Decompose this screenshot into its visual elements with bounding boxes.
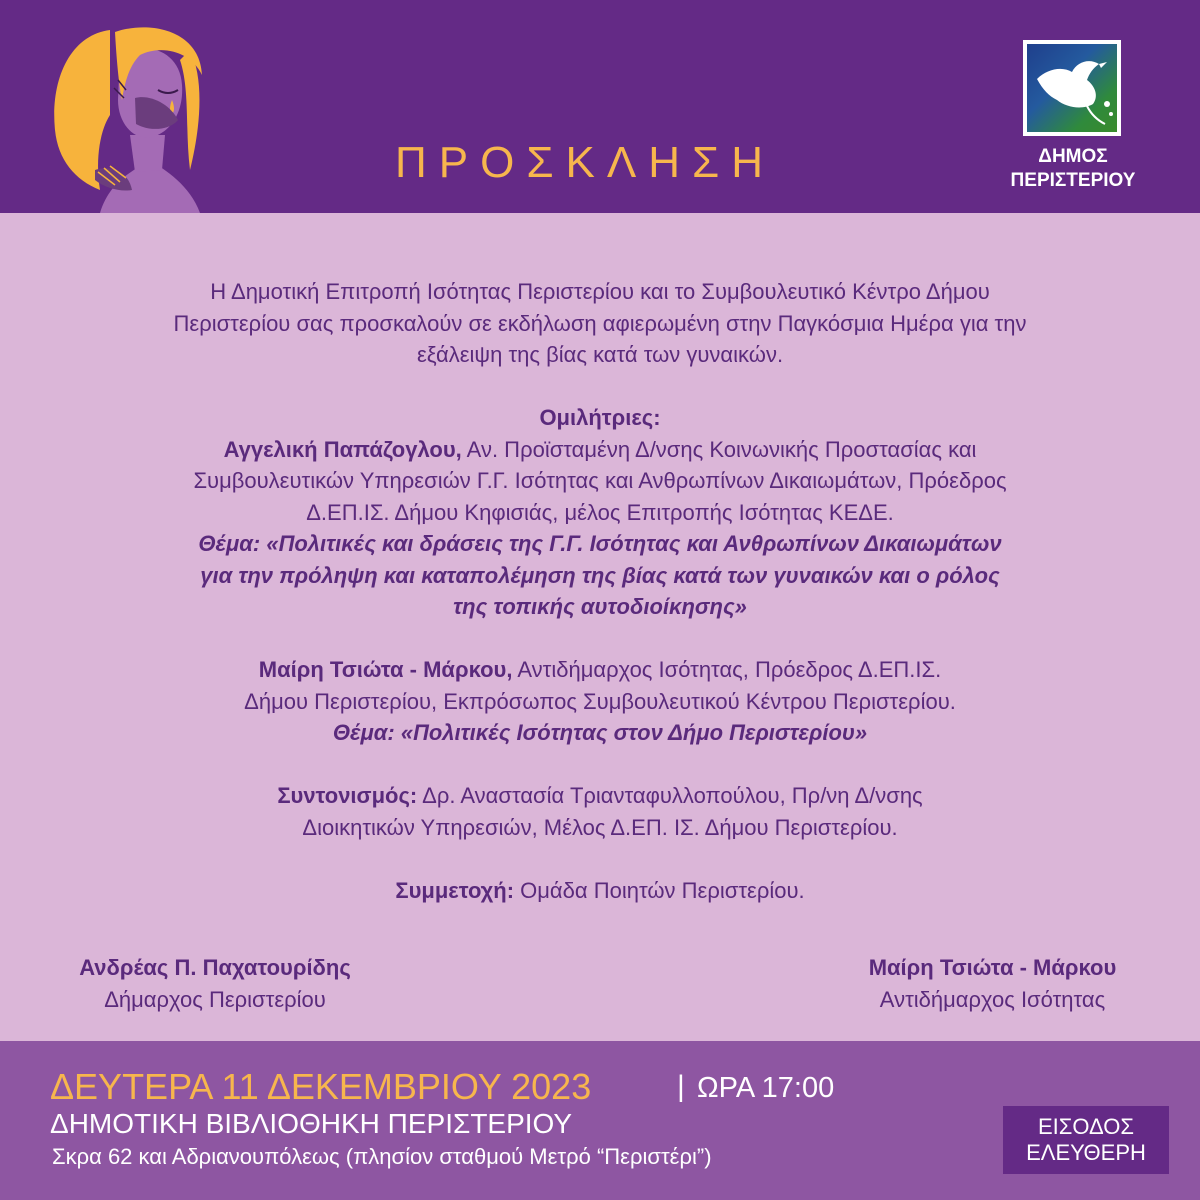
event-address: Σκρα 62 και Αδριανουπόλεως (πλησίον σταθμού Μετρό “Περιστέρι”) — [52, 1144, 712, 1169]
participation-line — [60, 875, 1140, 907]
municipality-name — [980, 145, 1166, 193]
speaker2-name: Μαίρη Τσιώτα - Μάρκου, — [258, 657, 513, 682]
signature-right-name: Μαίρη Τσιώτα - Μάρκου — [868, 955, 1117, 980]
speaker1-topic-line2: για την πρόληψη και καταπολέμηση της βίας κατά των γυναικών και ο ρόλος — [200, 562, 1000, 588]
speaker2-desc-line2: Δήμου Περιστερίου, Εκπρόσωπος Συμβουλευτικού Κέντρου Περιστερίου. — [244, 688, 956, 714]
speaker1-desc-line2: Συμβουλευτικών Υπηρεσιών Γ.Γ. Ισότητας και Ανθρωπίνων Δικαιωμάτων, Πρόεδρος — [193, 468, 1007, 493]
speaker2-desc-text: Αντιδήμαρχος Ισότητας, Πρόεδρος Δ.ΕΠ.ΙΣ. — [512, 657, 942, 682]
participation-label: Συμμετοχή: — [395, 877, 515, 903]
page-title: ΠΡΟΣΚΛΗΣΗ — [395, 138, 776, 187]
signature-right — [825, 952, 1160, 1016]
intro-line: Η Δημοτική Επιτροπή Ισότητας Περιστερίου και το Συμβουλευτικό Κέντρο Δήμου — [210, 279, 990, 304]
crying-woman-illustration — [40, 20, 230, 213]
speaker2-desc-line1 — [60, 654, 1140, 686]
coordination-label: Συντονισμός: — [277, 783, 418, 808]
event-venue: ΔΗΜΟΤΙΚΗ ΒΙΒΛΙΟΘΗΚΗ ΠΕΡΙΣΤΕΡΙΟΥ — [50, 1108, 573, 1139]
logo-text-line2: ΠΕΡΙΣΤΕΡΙΟΥ — [1010, 170, 1136, 191]
free-entry-badge — [1003, 1106, 1169, 1174]
logo-text-line1: ΔΗΜΟΣ — [1038, 146, 1108, 167]
event-date: ΔΕΥΤΕΡΑ 11 ΔΕΚΕΜΒΡΙΟΥ 2023 — [50, 1066, 592, 1107]
intro-line: Περιστερίου σας προσκαλούν σε εκδήλωση αφιερωμένη στην Παγκόσμια Ημέρα για την — [173, 310, 1027, 336]
entry-line2: ΕΛΕΥΘΕΡΗ — [1026, 1140, 1146, 1165]
speaker1-desc-line1 — [60, 434, 1140, 466]
speaker1-topic-line1: Θέμα: «Πολιτικές και δράσεις της Γ.Γ. Ισότητας και Ανθρωπίνων Δικαιωμάτων — [198, 531, 1002, 556]
participation-text: Ομάδα Ποιητών Περιστερίου. — [514, 877, 805, 903]
speakers-heading: Ομιλήτριες: — [539, 405, 661, 430]
intro-line: εξάλειψη της βίας κατά των γυναικών. — [416, 342, 784, 367]
coordination-text: Δρ. Αναστασία Τριανταφυλλοπούλου, Πρ/νη Δ/νσης — [417, 783, 923, 808]
signature-right-title: Αντιδήμαρχος Ισότητας — [879, 987, 1106, 1012]
speaker1-name: Αγγελική Παπάζογλου, — [223, 436, 462, 462]
speaker1-topic-line3: της τοπικής αυτοδιοίκησης» — [453, 594, 747, 619]
event-time: ΩΡΑ 17:00 — [697, 1072, 835, 1104]
coordination-line1 — [60, 780, 1140, 812]
speaker2-topic: Θέμα: «Πολιτικές Ισότητας στον Δήμο Περιστερίου» — [332, 720, 868, 745]
invitation-body — [60, 276, 1140, 906]
speaker1-desc-text: Αν. Προϊσταμένη Δ/νσης Κοινωνικής Προστασίας και — [461, 436, 977, 462]
speaker1-desc-line3: Δ.ΕΠ.ΙΣ. Δήμου Κηφισιάς, μέλος Επιτροπής Ισότητας ΚΕΔΕ. — [306, 499, 894, 525]
signature-left-name: Ανδρέας Π. Παχατουρίδης — [79, 955, 351, 980]
signature-left-title: Δήμαρχος Περιστερίου — [104, 987, 326, 1012]
coordination-line2: Διοικητικών Υπηρεσιών, Μέλος Δ.ΕΠ. ΙΣ. Δήμου Περιστερίου. — [302, 814, 898, 840]
date-time-separator: | — [677, 1070, 685, 1103]
signature-left — [30, 952, 400, 1016]
dove-logo-icon — [1027, 44, 1117, 132]
entry-line1: ΕΙΣΟΔΟΣ — [1038, 1114, 1134, 1139]
municipality-logo — [1023, 40, 1121, 136]
